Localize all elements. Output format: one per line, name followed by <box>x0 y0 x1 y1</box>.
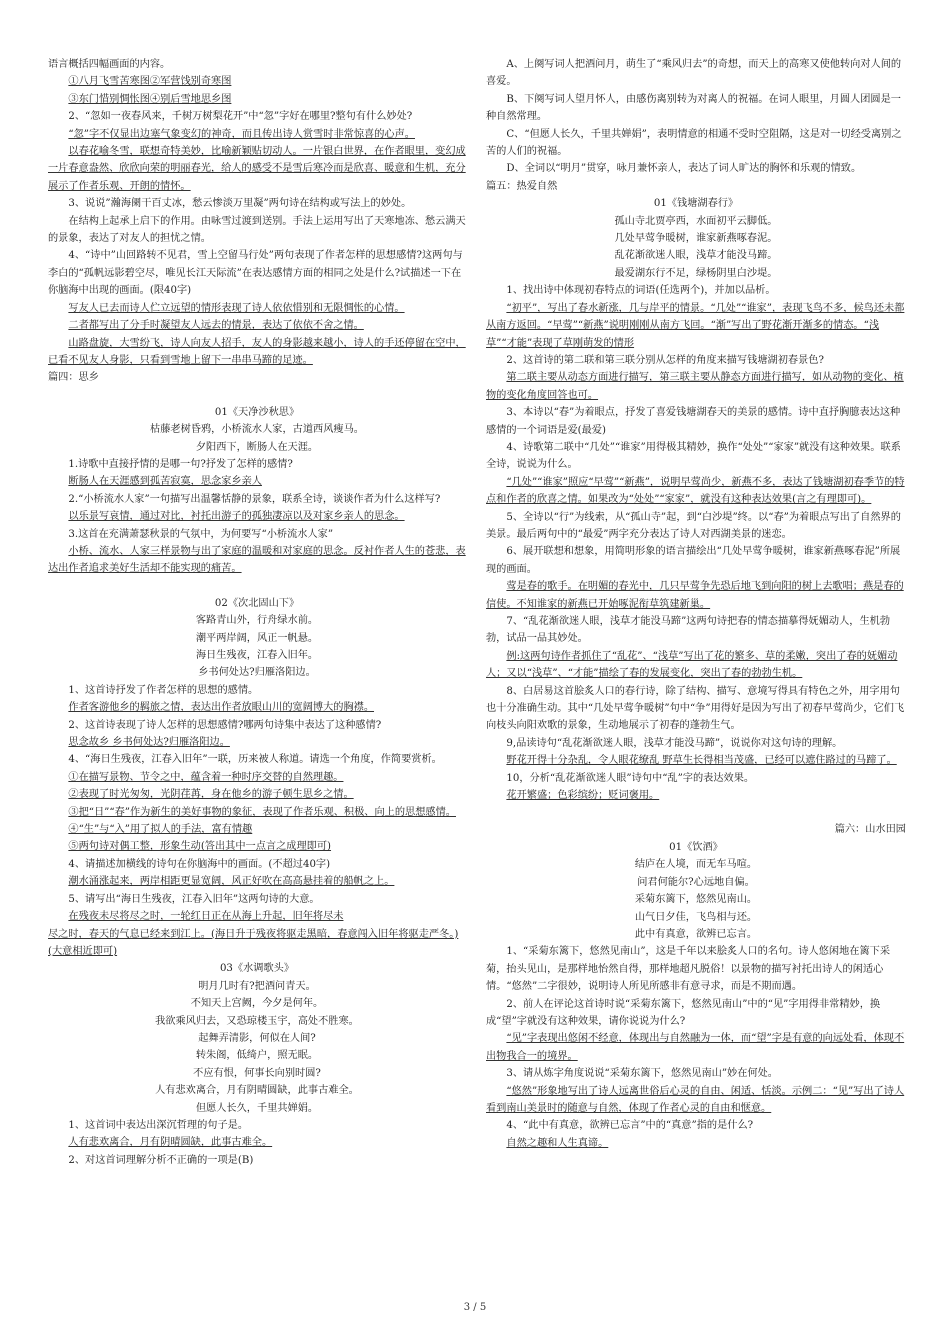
answer-text: 思念故乡 乡书何处达?归雁洛阳边。 <box>68 737 230 749</box>
spacer <box>48 387 466 404</box>
answer-text: 小桥、流水、人家三样景物与出了家庭的温暖和对家庭的思念。反衬作者人生的苍悲，表达出作者追求美好生活却不能实现的痛苦。 <box>48 545 466 575</box>
left-column <box>48 56 466 1169</box>
paragraph: 2.“小桥流水人家”一句描写出温馨恬静的景象，联系全诗，谈谈作者为什么这样写? <box>68 493 441 505</box>
poem-line: 01《天净沙秋思》 <box>214 406 300 418</box>
paragraph: 1、这首词中表达出深沉哲理的句子是。 <box>68 1119 249 1131</box>
paragraph: 语言概括四幅画面的内容。 <box>48 59 171 70</box>
section-heading: 篇四：思乡 <box>48 372 99 384</box>
poem-line: 最爱湖东行不足，绿杨阴里白沙堤。 <box>614 267 778 279</box>
answer-text: ①在描写景物、节令之中，蕴含着一种时序交替的自然理趣。 <box>68 771 344 783</box>
answer-text: 作者客游他乡的羁旅之情，表达出作者放眼山川的宽阔博大的胸襟。 <box>68 702 375 714</box>
answer-text: 野花开得十分杂乱，令人眼花缭乱 野草生长得相当茂盛，已经可以遮住路过的马蹄了。 <box>506 755 897 767</box>
paragraph: 4、请描述加横线的诗句在你脑海中的画面。(不超过40字) <box>68 858 331 870</box>
paragraph: 5、请写出“海日生残夜，江春入旧年”这两句诗的大意。 <box>68 893 320 905</box>
answer-text: 以乐景写哀情，通过对比，衬托出游子的孤独凄凉以及对家乡亲人的思念。 <box>68 511 405 523</box>
poem-line: 不知天上宫阙，今夕是何年。 <box>190 998 324 1010</box>
poem-line: 山气日夕佳，飞鸟相与还。 <box>634 911 758 923</box>
section-heading: 篇六：山水田园 <box>834 824 906 836</box>
paragraph: 2、这首诗的第二联和第三联分别从怎样的角度来描写钱塘湖初春景色? <box>506 354 824 366</box>
poem-line: 转朱阁，低绮户，照无眠。 <box>195 1050 319 1062</box>
paragraph: 2、“忽如一夜春风来，千树万树梨花开”中“忽”字好在哪里?整句有什么妙处? <box>68 111 413 123</box>
paragraph: D、全词以“明月”贯穿，咏月兼怀亲人，表达了词人旷达的胸怀和乐观的情致。 <box>506 163 862 175</box>
poem-line: 01《饮酒》 <box>669 841 723 853</box>
poem-line: 海日生残夜，江春入旧年。 <box>195 650 319 661</box>
answer-text: 以春花喻冬雪，联想奇特美妙，比喻新颖贴切动人。一片银白世界，在作者眼里，变幻成一片春意盎然、欣欣向荣的明丽春光，给人的感受不是雪后寒冷而是欣喜、暖意和生机，充分展示了作者乐观、开朗的情怀。 <box>48 146 466 192</box>
answer-text: 花开繁盛；色彩缤纷；贬词褒用。 <box>506 790 660 802</box>
paragraph: 3.这首在充满萧瑟秋景的气氛中，为何要写“小桥流水人家” <box>68 528 334 540</box>
poem-line: 人有悲欢离合，月有阴晴圆缺，此事古难全。 <box>155 1085 359 1097</box>
paragraph: 4、“诗中”山回路转不见君，雪上空留马行处”两句表现了作者怎样的思想感情?这两句与李白的“孤帆远影碧空尽，唯见长江天际流”在表达感情方面的相同之处是什么?试描述一下在你脑海中出现的画面。(限40字) <box>48 250 463 297</box>
poem-line: 不应有恨，何事长向别时圆? <box>193 1067 321 1079</box>
answer-text: 人有悲欢离合，月有阴晴圆缺，此事古难全。 <box>68 1137 273 1149</box>
paragraph: C、“但愿人长久，千里共婵娟”，表明情意的相通不受时空阻隔，这是对一切经受离别之苦的人们的祝福。 <box>486 128 902 158</box>
poem-line: 问君何能尔?心远地自偏。 <box>637 876 755 888</box>
answer-text: “忽”字不仅显出边塞气象变幻的神奇，而且传出诗人赏雪时非常惊喜的心声。 <box>68 128 415 140</box>
answer-text: ①八月飞雪苦寒图②军营饯别奇寒图 <box>68 76 232 88</box>
answer-text: 莺是春的歌手。在明媚的春光中，几只早莺争先恐后地飞到向阳的树上去歌唱；燕是春的信使。不知谁家的新燕已开始啄泥衔草筑建新巢。 <box>486 581 904 610</box>
poem-line: 乱花渐欲迷人眼，浅草才能没马蹄。 <box>614 250 778 262</box>
answer-text: 例:这两句诗作者抓住了“乱花”、“浅草”写出了花的繁多、草的柔嫩，突出了春的妩媚动人；又以“浅草”、“才能”描绘了春的发展变化，突出了春的勃勃生机。 <box>486 650 898 680</box>
poem-line: 01《钱塘湖春行》 <box>653 198 739 210</box>
poem-line: 我欲乘风归去，又恐琼楼玉宇，高处不胜寒。 <box>155 1015 359 1027</box>
spacer <box>486 804 906 821</box>
answer-text: ③把“日”“春”作为新生的美好事物的象征，表现了作者乐观、积极、向上的思想感情。 <box>68 806 456 818</box>
paragraph: 1、找出诗中体现初春特点的词语(任选两个)，并加以品析。 <box>506 285 776 297</box>
paragraph: 1.诗歌中直接抒情的是哪一句?抒发了怎样的感情? <box>68 458 293 470</box>
paragraph: 10，分析“乱花渐欲迷人眼”诗句中“乱”字的表达效果。 <box>506 772 755 784</box>
paragraph: 1、“采菊东篱下，悠然见南山”，这是千年以来脍炙人口的名句。诗人悠闲地在篱下采菊，抬头见山，是那样地怡然自得，那样地超凡脱俗！以景物的描写衬托出诗人的闲适心情。“悠然”二字很妙，说明诗人所见所感非有意寻求，而是不期而遇。 <box>486 946 891 993</box>
answer-text: 潮水涌涨起来，两岸相距更显宽阔，风正好吹在高高悬挂着的船帆之上。 <box>68 876 395 888</box>
poem-line: 结庐在人境，而无车马喧。 <box>634 859 758 871</box>
answer-text: ⑤两句诗对偶工整，形象生动(答出其中一点言之成理即可) <box>68 841 332 853</box>
paragraph: 1、这首诗抒发了作者怎样的思想的感情。 <box>68 684 259 696</box>
poem-line: 采菊东篱下，悠然见南山。 <box>634 894 758 906</box>
paragraph: 在结构上起承上启下的作用。由咏雪过渡到送别。手法上运用写出了天寒地冻、愁云满天的景象，表达了对友人的担忧之情。 <box>48 215 466 245</box>
paragraph: 2、对这首词理解分析不正确的一项是(B) <box>68 1154 254 1166</box>
poem-line: 客路青山外，行舟绿水前。 <box>195 615 319 627</box>
answer-text: ④“生”与“入”用了拟人的手法，富有情趣 <box>68 824 253 836</box>
poem-line: 明月几时有?把酒问青天。 <box>198 980 316 992</box>
poem-line: 枯藤老树昏鸦，小桥流水人家，古道西风瘦马。 <box>150 424 364 436</box>
answer-text: 二者都写出了分手时凝望友人远去的情景，表达了依依不舍之情。 <box>68 320 364 332</box>
paragraph: 3、请从炼字角度说说“采菊东篱下，悠然见南山”妙在何处。 <box>506 1068 778 1080</box>
poem-line: 乡书何处达?归雁洛阳边。 <box>198 667 316 679</box>
paragraph: 3、说说”瀚海阑干百丈冰，愁云惨淡万里凝”两句诗在结构或写法上的妙处。 <box>68 198 412 210</box>
answer-text: “几处”“谁家”照应“早莺”“新燕”，说明早莺尚少，新燕不多，表达了钱塘湖初春季节的特点和作者的欣喜之情。如果改为“处处”“家家”，就没有这种表达效果(言之有理即可)。 <box>486 476 905 506</box>
poem-line: 夕阳西下，断肠人在天涯。 <box>195 441 319 453</box>
paragraph: 8、白居易这首脍炙人口的春行诗，除了结构、描写、意境写得具有特色之外，用字用句也十分准确生动。其中“几处早莺争暖树”句中“争”用得好是因为写出了初春早莺尚少，它们飞向枝头向阳欢歌的景象，生动地展示了初春的蓬勃生气。 <box>486 685 905 732</box>
poem-line: 03《水调歌头》 <box>219 963 295 975</box>
paragraph: 4、“海日生残夜，江春入旧年”一联，历来被人称道。请选一个角度，作简要赏析。 <box>68 754 442 766</box>
answer-text: 山路盘旋，大雪纷飞，诗人向友人招手，友人的身影越来越小，诗人的手还停留在空中，已看不见友人身影，只看到雪地上留下一串串马蹄的足迹。 <box>48 337 466 366</box>
paragraph: 4、“此中有真意，欲辨已忘言”中的“真意”指的是什么? <box>506 1120 754 1132</box>
page-number: 3 / 5 <box>463 1302 487 1313</box>
paragraph: 3、本诗以“春”为着眼点，抒发了喜爱钱塘湖春天的美景的感情。诗中直抒胸臆表达这种感情的一个词语是爱(最爱) <box>486 407 901 436</box>
paragraph: 5、全诗以“行”为线索，从“孤山寺”起，到“白沙堤”终。以“春”为着眼点写出了自然界的美景。最后两句中的“最爱”两字充分表达了诗人对西湖美景的迷恋。 <box>486 511 901 540</box>
paragraph: 2、这首诗表现了诗人怎样的思想感情?哪两句诗集中表达了这种感情? <box>68 719 382 731</box>
paragraph: 9,品读诗句“乱花渐欲迷人眼，浅草才能没马蹄”，说说你对这句诗的理解。 <box>506 737 843 749</box>
right-column <box>486 56 906 1152</box>
answer-text: ③东门惜别惆怅图④别后雪地思乡图 <box>68 93 232 105</box>
answer-text: 断肠人在天涯感到孤苦寂寞，思念家乡亲人 <box>68 476 262 488</box>
poem-line: 潮平两岸阔，风正一帆悬。 <box>195 632 319 644</box>
poem-line: 起舞弄清影，何似在人间? <box>198 1032 316 1044</box>
paragraph: A、上阕写词人把酒问月，萌生了“乘风归去”的奇想，而天上的高寒又使他转向对人间的喜爱。 <box>486 59 902 88</box>
poem-line: 此中有真意，欲辨已忘言。 <box>634 928 758 940</box>
poem-line: 但愿人长久，千里共婵娟。 <box>195 1102 319 1114</box>
answer-text: “见”字表现出悠闲不经意，体现出与自然融为一体，而“望”字是有意的向远处看，体现不出物我合一的境界。 <box>486 1033 905 1062</box>
paragraph: B、下阕写词人望月怀人，由感伤离别转为对离人的祝福。在词人眼里，月圆人团圆是一种自然常理。 <box>486 93 901 123</box>
answer-text: “初平”，写出了春水新涨，几与岸平的情景。“几处”“谁家”，表现飞鸟不多，候鸟还未都从南方返回。“早莺”“新燕”说明刚刚从南方飞回。“渐”写出了野花渐开渐多的情态。“浅草”“才能”表现了草刚萌发的情形 <box>486 302 905 349</box>
paragraph: 7、“乱花渐欲迷人眼，浅草才能没马蹄”这两句诗把春的情态描摹得妩媚动人，生机勃勃，试品一品其妙处。 <box>486 616 891 645</box>
answer-text: 在残夜未尽将尽之时，一轮红日正在从海上升起，旧年将尽未 <box>68 911 344 923</box>
answer-text: 自然之趣和人生真谛。 <box>506 1137 609 1149</box>
paragraph: 2、前人在评论这首诗时说“采菊东篱下，悠然见南山”中的“见”字用得非常精妙，换成“望”字就没有这种效果，请你说说为什么? <box>486 998 881 1027</box>
paragraph: 4、诗歌第二联中“几处”“谁家”用得极其精妙，换作“处处”“家家”就没有这种效果。联系全诗，说说为什么。 <box>486 441 901 471</box>
spacer <box>48 578 466 595</box>
poem-line: 02《次北固山下》 <box>214 597 300 609</box>
poem-line: 几处早莺争暖树，谁家新燕啄春泥。 <box>614 233 778 245</box>
answer-text: 第二联主要从动态方面进行描写，第三联主要从静态方面进行描写，如从动物的变化、植物的变化角度回答也可。 <box>486 372 904 401</box>
answer-text: “悠然”形象地写出了诗人远离世俗后心灵的自由、闲适、恬淡。示例二：“见”写出了诗人看到南山美景时的随意与自然，体现了作者心灵的自由和惬意。 <box>486 1085 905 1114</box>
answer-text: ②表现了时光匆匆，光阴荏苒，身在他乡的游子顿生思乡之情。 <box>68 789 354 801</box>
section-heading: 篇五：热爱自然 <box>486 180 558 192</box>
answer-text: 尽之时，春天的气息已经来到江上。(海日升于残夜将驱走黑暗，春意闯入旧年将驱走严冬。)(大意相近即可) <box>48 928 459 957</box>
paragraph: 6、展开联想和想象，用简明形象的语言描绘出“几处早莺争暖树，谁家新燕啄春泥”所展现的画面。 <box>486 546 901 575</box>
poem-line: 孤山寺北贾亭西，水面初平云脚低。 <box>614 215 778 227</box>
answer-text: 写友人已去而诗人伫立远望的情形表现了诗人依依惜别和无限惆怅的心情。 <box>68 302 405 314</box>
